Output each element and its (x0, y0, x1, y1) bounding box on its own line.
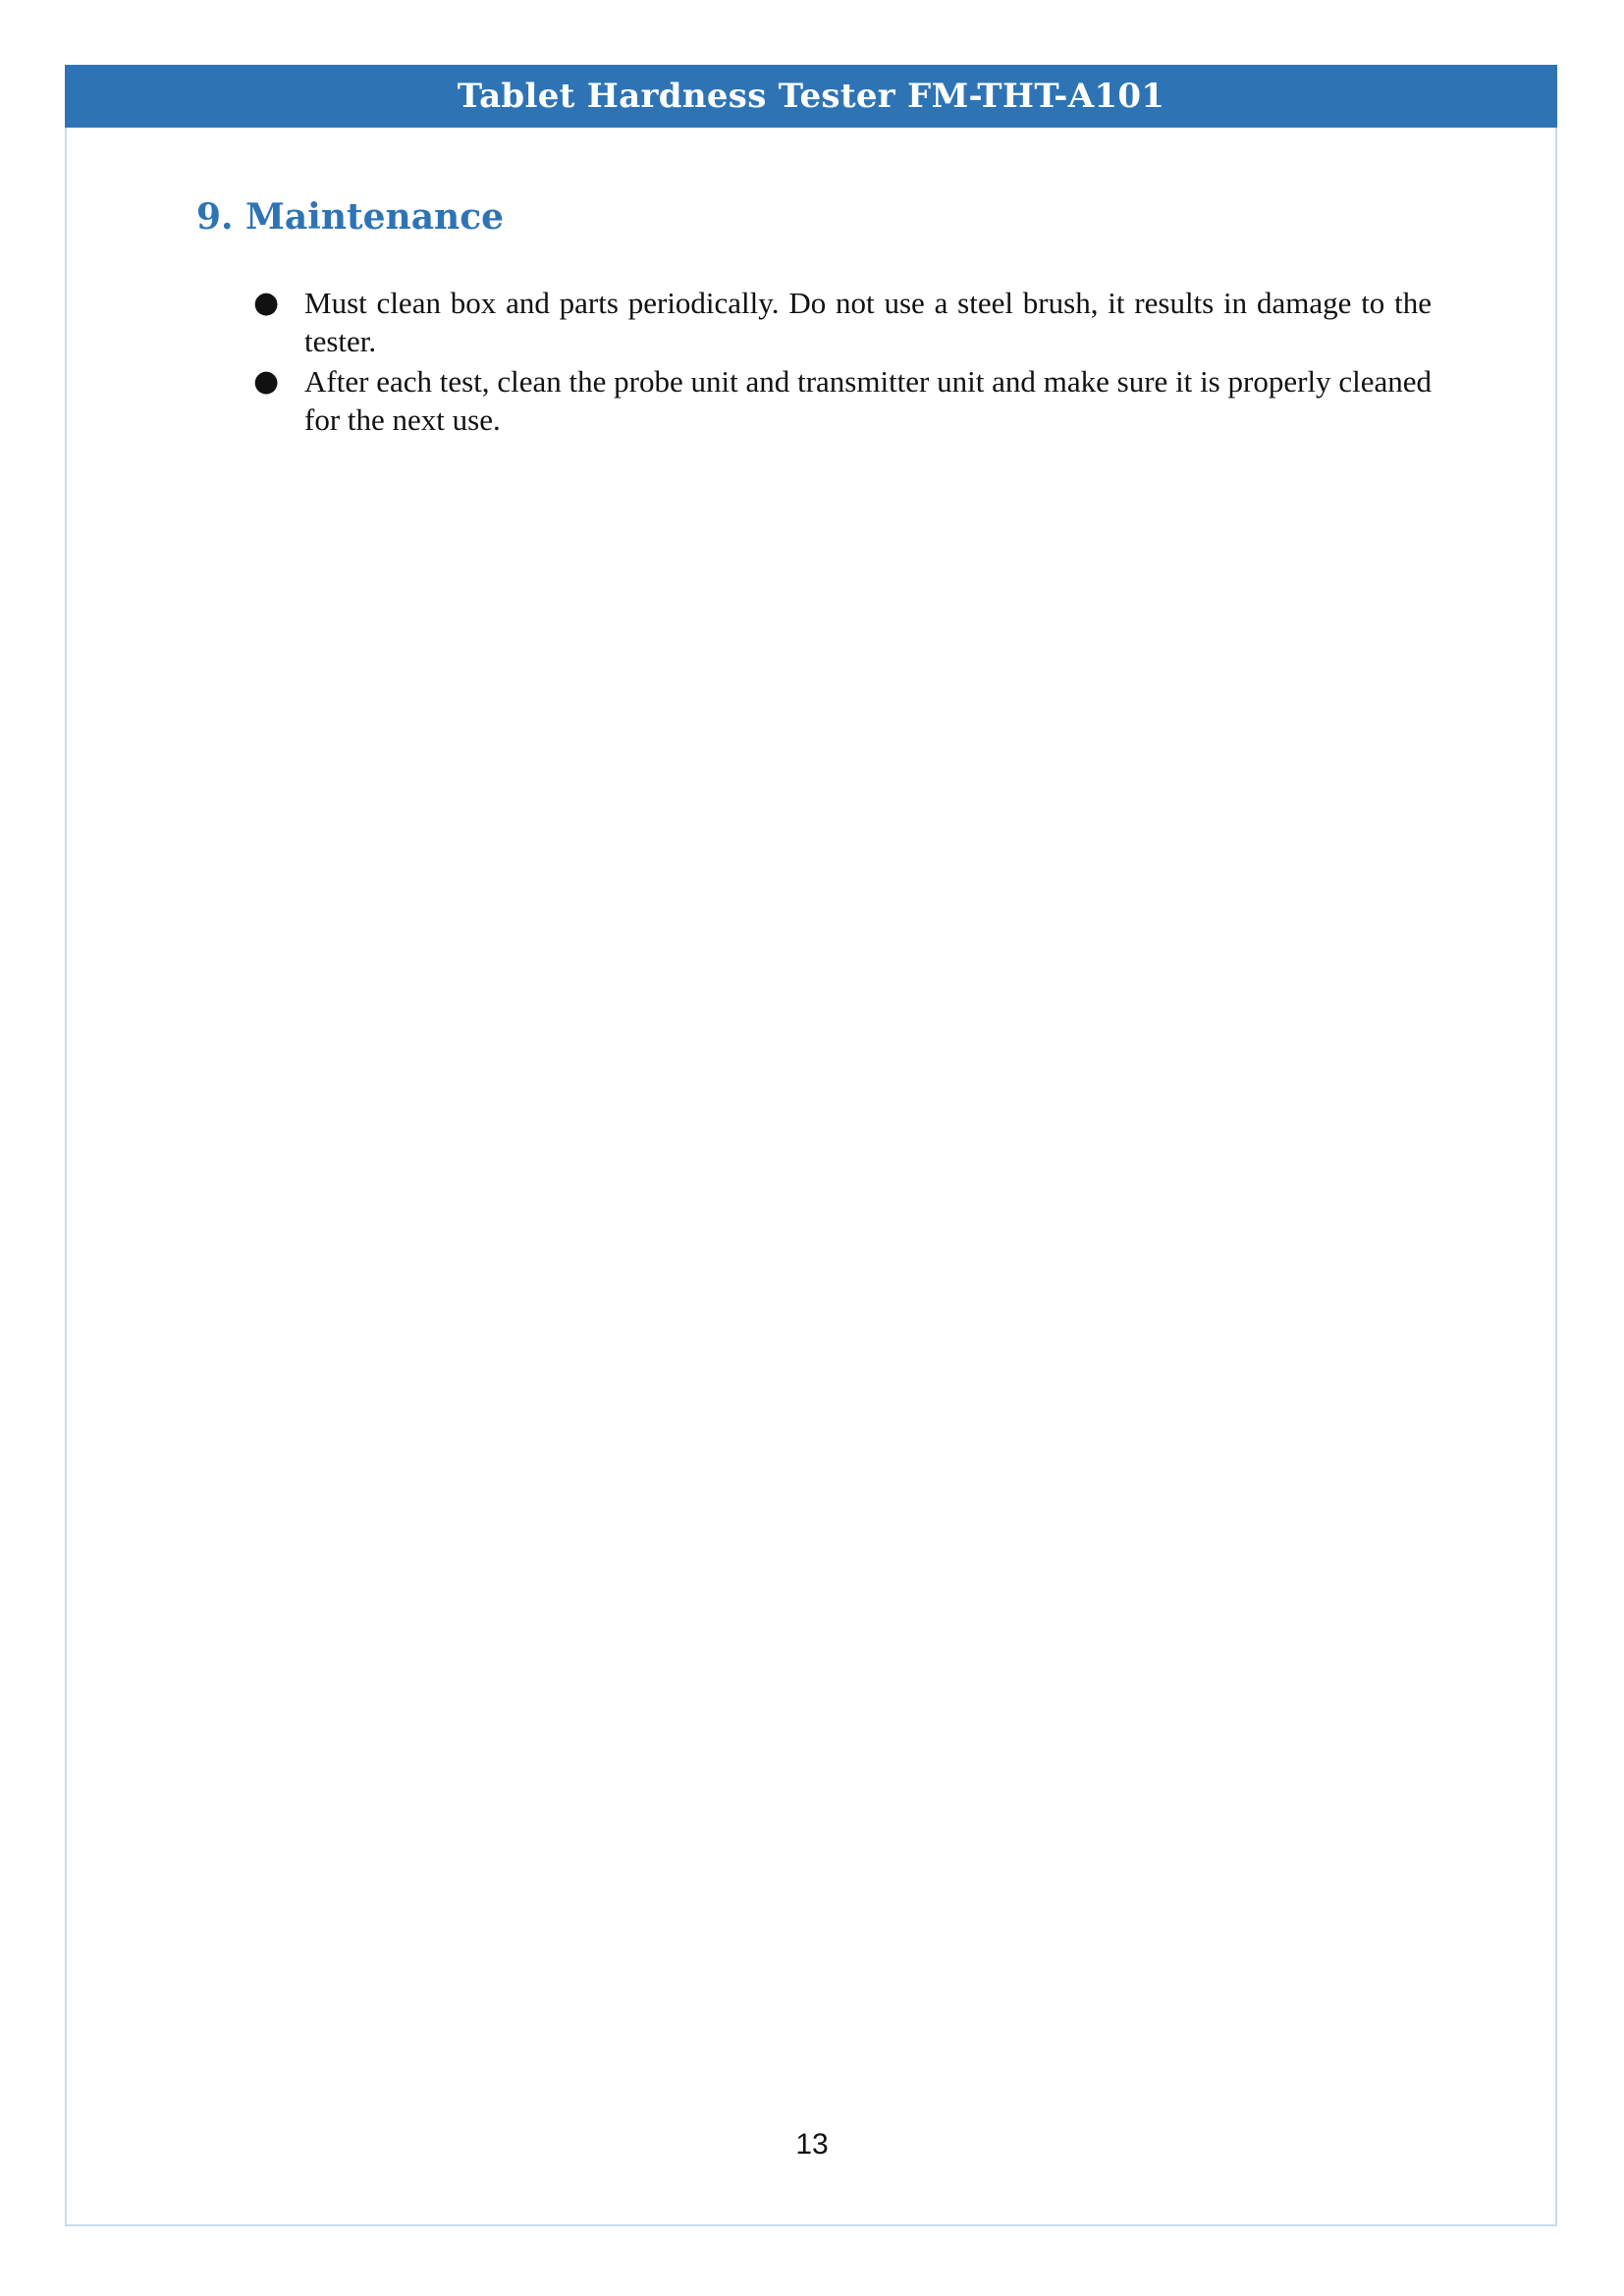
section-title: Maintenance (245, 196, 505, 238)
section-heading (196, 196, 504, 238)
list-item (253, 362, 1432, 439)
list-item (253, 284, 1432, 360)
list-item-text: Must clean box and parts periodically. Do not use a steel brush, it results in damage to the tester. (304, 286, 1432, 358)
page-number: 13 (795, 2128, 829, 2161)
section-number: 9. (196, 196, 234, 238)
maintenance-list (253, 284, 1432, 441)
bullet-dot-icon: ● (253, 286, 280, 320)
bullet-dot-icon: ● (253, 364, 280, 399)
document-header-bar (65, 65, 1557, 128)
list-item-text: After each test, clean the probe unit and transmitter unit and make sure it is properly cleaned for the next use. (304, 364, 1432, 437)
document-title: Tablet Hardness Tester FM-THT-A101 (457, 77, 1165, 116)
